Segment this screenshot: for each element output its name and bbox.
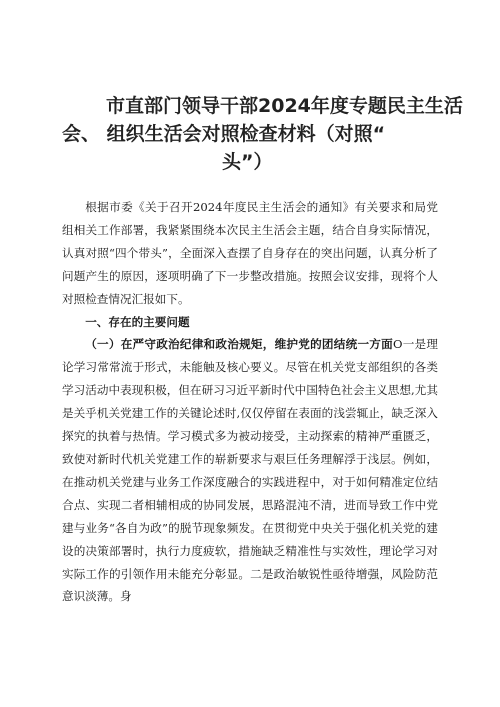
subsection-heading: （一）在严守政治纪律和政治规矩，维护党的团结统一方面 — [85, 337, 393, 352]
subsection-body: O一是理论学习常常流于形式，未能触及核心要义。尽管在机关党支部组织的各类学习活动中表现积极，但在研习习近平新时代中国特色社会主义思想,尤其是关乎机关党建工作的关键论述时,仅仅停留在表面的浅尝辄止，缺乏深入探究的执着与热情。学习模式多为被动接受，主动探索的精神严重匮乏，致使对新时代机关党建工作的崭新要求与艰巨任务理解浮于浅层。例如，在推动机关党建与业务工作深度融合的实践进程中，对于如何精准定位结合点、实现二者相辅相成的协同发展，思路混沌不清，进而导致工作中党建与业务“各自为政”的脱节现象频发。在贯彻党中央关于强化机关党的建设的决策部署时，执行力度疲软，措施缺乏精准性与实效性，理论学习对实际工作的引领作用未能充分彰显。二是政治敏锐性亟待增强，风险防范意识淡薄。身 — [62, 337, 438, 604]
section-heading: 一、存在的主要问题 — [85, 314, 190, 329]
title-line-1: 市直部门领导干部2024年度专题民主生活 — [106, 95, 463, 117]
document-body — [62, 196, 438, 608]
subsection-paragraph — [62, 333, 438, 608]
title-line-3: 头”） — [222, 151, 273, 173]
document-title — [62, 92, 463, 176]
intro-paragraph: 根据市委《关于召开2024年度民主生活会的通知》有关要求和局党组相关工作部署，我紧紧围绕本次民主生活会主题，结合自身实际情况，认真对照“四个带头”，全面深入查摆了自身存在的突出问题，认真分析了问题产生的原因，逐项明确了下一步整改措施。按照会议安排，现将个人对照检查情况汇报如下。 — [62, 200, 438, 306]
title-line-2: 会、 组织生活会对照检查材料（对照“ — [62, 123, 386, 145]
